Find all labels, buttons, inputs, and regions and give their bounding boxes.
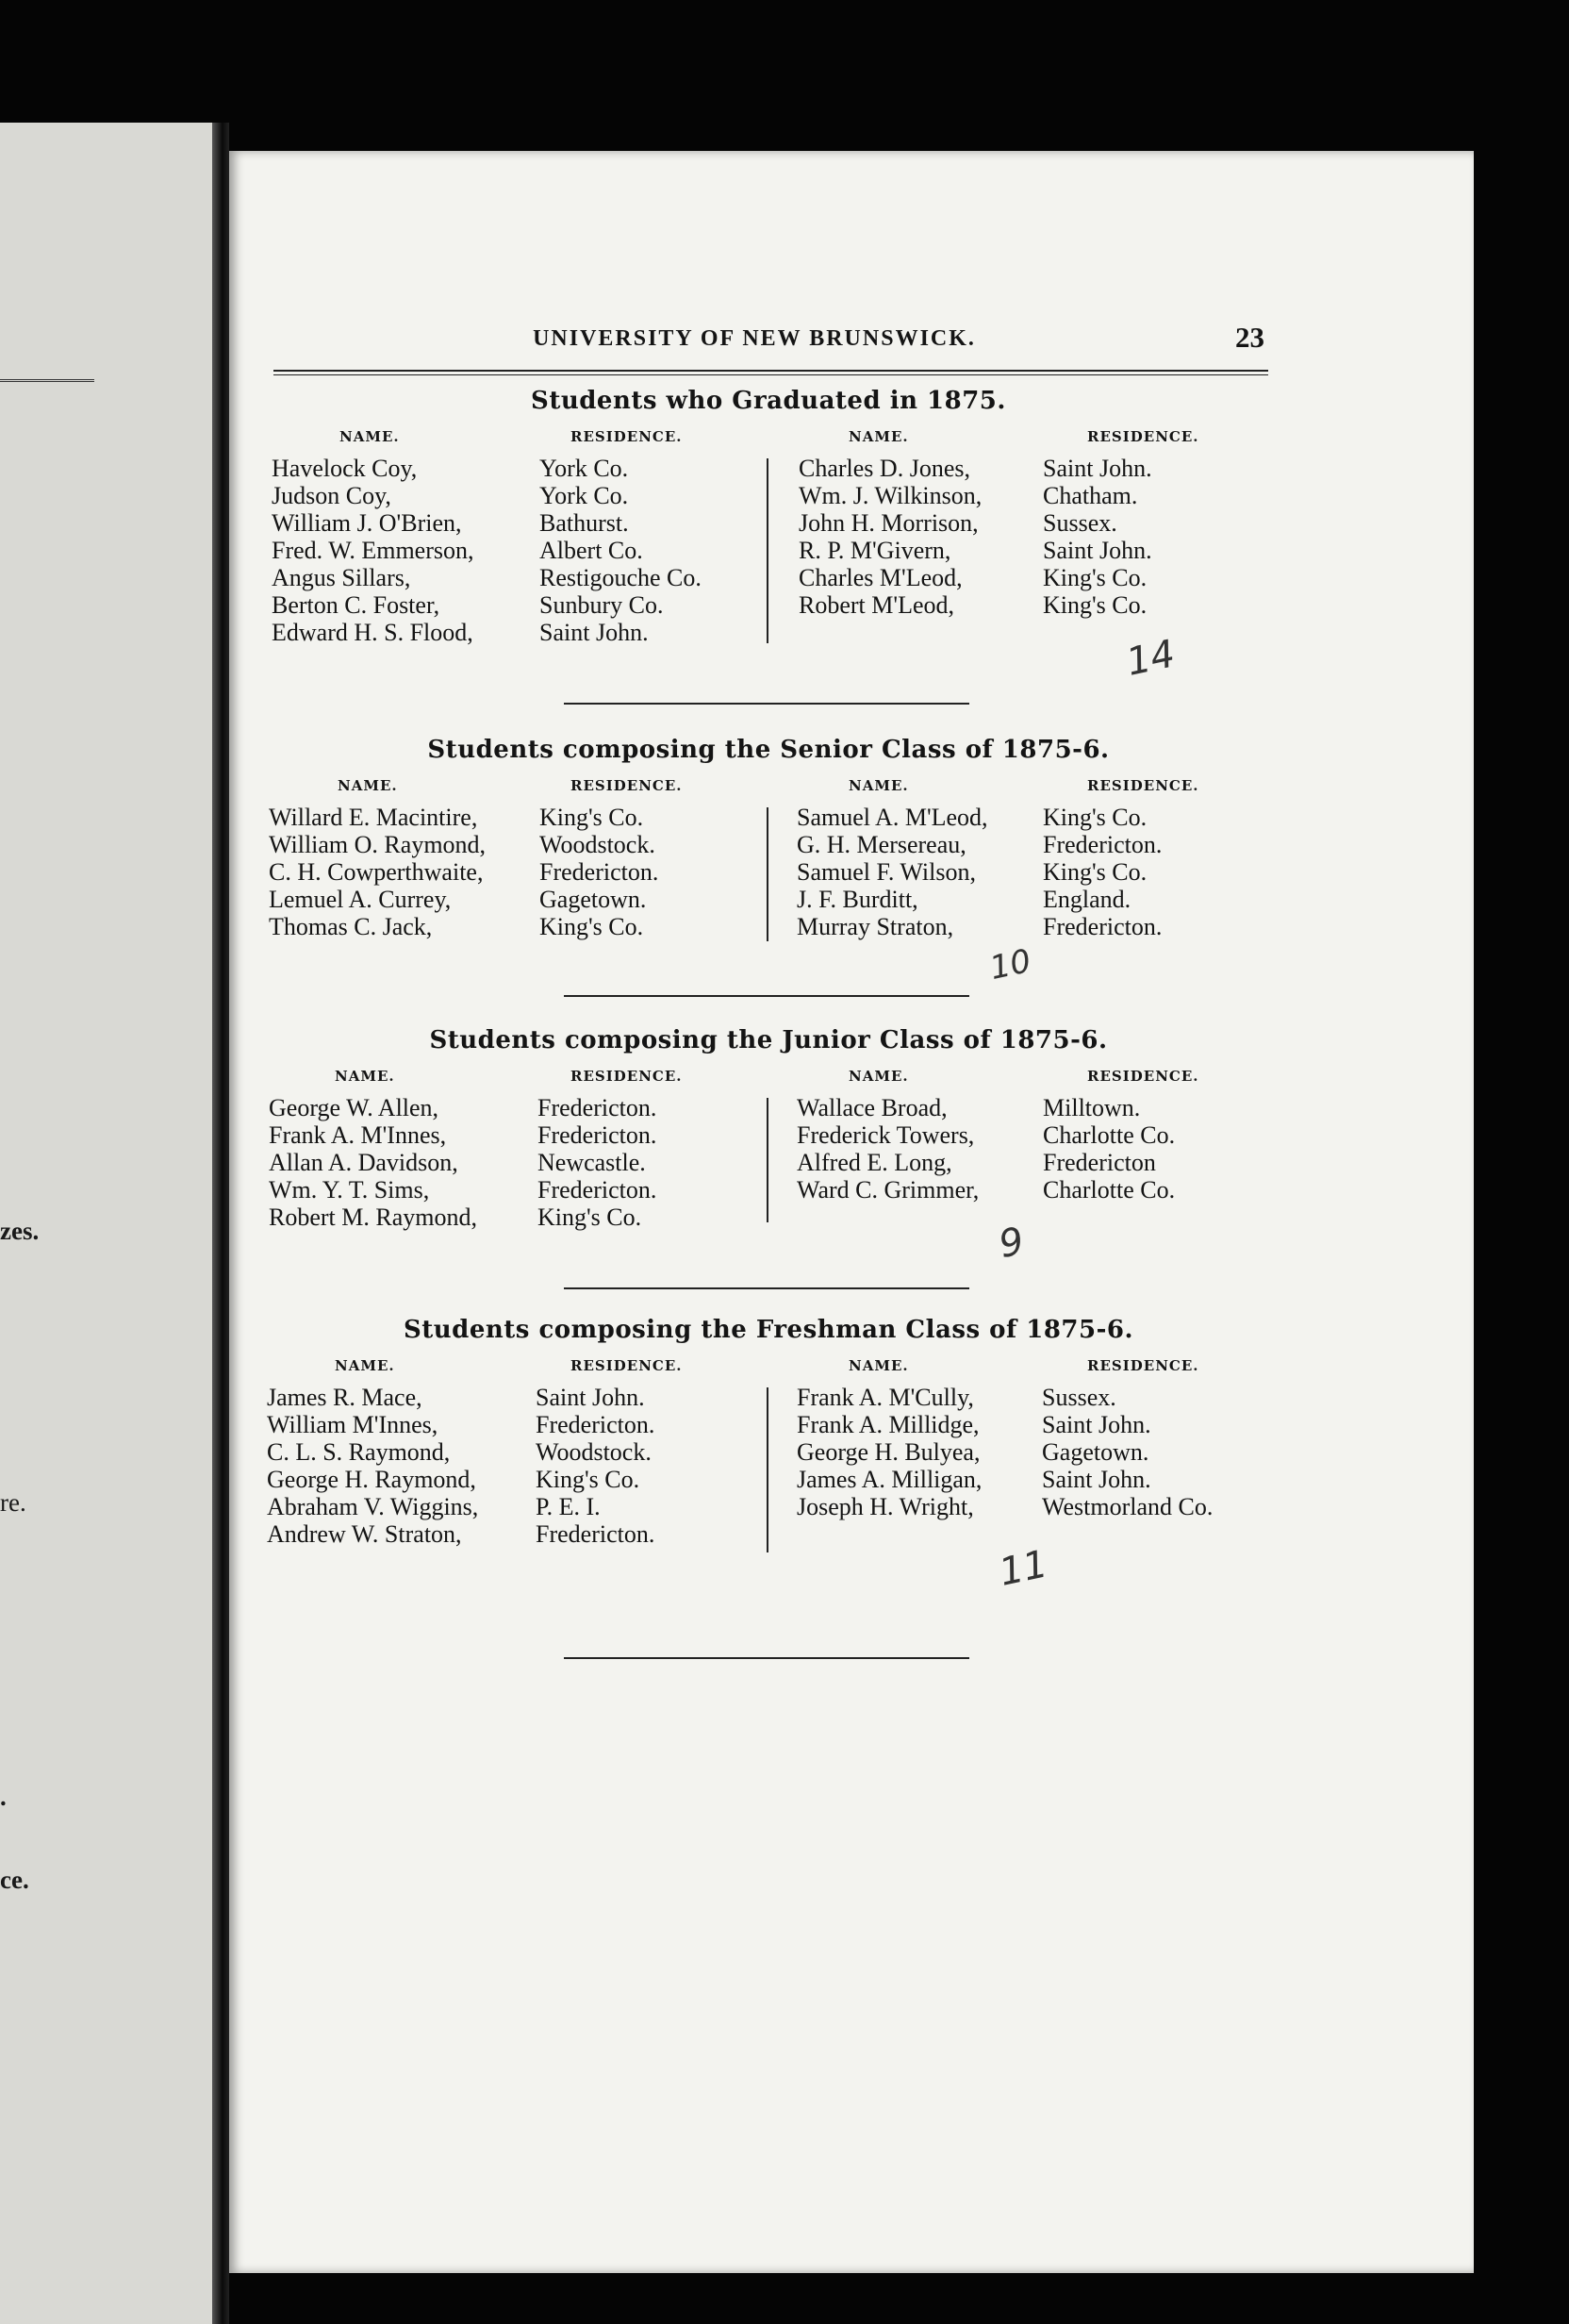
section-freshman-class [264,1316,1273,1548]
student-residence: Saint John. [1043,537,1152,564]
student-residence: King's Co. [539,913,644,940]
name-column-header: NAME. [849,1068,909,1085]
student-residence: Chatham. [1043,482,1138,509]
student-residence: King's Co. [1043,804,1148,831]
column-divider [767,458,768,643]
student-name: Robert M'Leod, [799,591,954,619]
student-name: James R. Mace, [267,1384,422,1411]
student-name: Robert M. Raymond, [269,1204,477,1231]
student-name: Charles M'Leod, [799,564,963,591]
pencil-count: 10 [986,941,1034,988]
student-name: Judson Coy, [272,482,391,509]
student-residence: Woodstock. [536,1438,652,1466]
student-name: Murray Straton, [797,913,954,940]
residence-column-header: RESIDENCE. [1087,1068,1199,1085]
student-name: Alfred E. Long, [797,1149,952,1176]
student-residence: Fredericton. [536,1520,655,1548]
facing-page-text: re. [0,1488,26,1517]
column-divider [767,1098,768,1222]
section-junior-class [264,1026,1273,1231]
student-name: Wm. J. Wilkinson, [799,482,983,509]
residence-column-header: RESIDENCE. [570,1357,683,1374]
student-residence: P. E. I. [536,1493,601,1520]
student-name: Abraham V. Wiggins, [267,1493,479,1520]
student-residence: King's Co. [539,804,644,831]
facing-page-text: ce. [0,1866,29,1894]
student-residence: England. [1043,886,1131,913]
student-residence: Albert Co. [539,537,643,564]
student-residence: Fredericton. [537,1094,657,1121]
student-residence: York Co. [539,482,629,509]
section-graduated-1875 [264,387,1273,646]
student-name: Edward H. S. Flood, [272,619,473,646]
student-name: Wallace Broad, [797,1094,948,1121]
student-residence: King's Co. [537,1204,642,1231]
student-name: C. L. S. Raymond, [267,1438,451,1466]
name-column-header: NAME. [849,428,909,445]
student-residence: Restigouche Co. [539,564,702,591]
student-residence: Charlotte Co. [1043,1121,1176,1149]
student-name: G. H. Mersereau, [797,831,966,858]
student-name: Thomas C. Jack, [269,913,433,940]
student-name: Wm. Y. T. Sims, [269,1176,430,1204]
student-name: Frank A. M'Cully, [797,1384,974,1411]
student-residence: Saint John. [1042,1411,1151,1438]
student-residence: Gagetown. [539,886,647,913]
student-name: Berton C. Foster, [272,591,440,619]
student-name: Andrew W. Straton, [267,1520,462,1548]
section-separator [564,1657,969,1659]
residence-column-header: RESIDENCE. [570,1068,683,1085]
header-rule [273,370,1268,375]
student-residence: Fredericton [1043,1149,1156,1176]
column-divider [767,807,768,941]
student-name: Charles D. Jones, [799,455,970,482]
facing-page-text: . [0,1783,7,1811]
student-name: R. P. M'Givern, [799,537,951,564]
student-residence: King's Co. [1043,591,1148,619]
facing-page-rule [0,379,94,382]
residence-column-header: RESIDENCE. [570,428,683,445]
residence-column-header: RESIDENCE. [570,777,683,794]
residence-column-header: RESIDENCE. [1087,777,1199,794]
section-title: Students composing the Senior Class of 1875-6. [427,736,1110,764]
student-name: Samuel F. Wilson, [797,858,976,886]
section-separator [564,703,969,705]
student-name: J. F. Burditt, [797,886,918,913]
pencil-count: 9 [995,1219,1028,1268]
facing-page-fragment [0,123,212,2324]
section-title: Students who Graduated in 1875. [531,387,1006,415]
student-residence: King's Co. [536,1466,640,1493]
student-residence: Sussex. [1043,509,1117,537]
section-separator [564,995,969,997]
student-residence: Charlotte Co. [1043,1176,1176,1204]
student-name: Havelock Coy, [272,455,418,482]
name-column-header: NAME. [339,428,400,445]
student-residence: Westmorland Co. [1042,1493,1214,1520]
section-title: Students composing the Junior Class of 1875-6. [429,1026,1108,1054]
student-name: William J. O'Brien, [272,509,462,537]
student-name: James A. Milligan, [797,1466,983,1493]
name-column-header: NAME. [335,1068,395,1085]
student-residence: Fredericton. [536,1411,655,1438]
student-name: Frank A. Millidge, [797,1411,980,1438]
name-column-header: NAME. [338,777,398,794]
name-column-header: NAME. [335,1357,395,1374]
student-name: William M'Innes, [267,1411,438,1438]
student-name: Joseph H. Wright, [797,1493,974,1520]
student-residence: Saint John. [1042,1466,1151,1493]
student-name: Frederick Towers, [797,1121,975,1149]
student-name: Samuel A. M'Leod, [797,804,988,831]
name-column-header: NAME. [849,777,909,794]
student-residence: Saint John. [1043,455,1152,482]
student-name: George H. Bulyea, [797,1438,981,1466]
page-number: 23 [1235,321,1264,354]
residence-column-header: RESIDENCE. [1087,1357,1199,1374]
student-name: William O. Raymond, [269,831,487,858]
student-residence: Fredericton. [537,1121,657,1149]
residence-column-header: RESIDENCE. [1087,428,1199,445]
section-senior-class [264,736,1273,940]
section-separator [564,1287,969,1289]
student-residence: Gagetown. [1042,1438,1149,1466]
student-name: C. H. Cowperthwaite, [269,858,484,886]
name-column-header: NAME. [849,1357,909,1374]
pencil-count: 11 [995,1542,1052,1595]
student-residence: York Co. [539,455,629,482]
pencil-count: 14 [1122,632,1180,685]
student-residence: Newcastle. [537,1149,646,1176]
facing-page-text: zes. [0,1217,40,1245]
student-name: Allan A. Davidson, [269,1149,458,1176]
running-title: UNIVERSITY OF NEW BRUNSWICK. [533,326,976,351]
student-residence: Bathurst. [539,509,629,537]
student-residence: Woodstock. [539,831,655,858]
student-name: Ward C. Grimmer, [797,1176,980,1204]
student-residence: King's Co. [1043,858,1148,886]
student-name: Frank A. M'Innes, [269,1121,447,1149]
student-residence: Sunbury Co. [539,591,664,619]
student-name: Willard E. Macintire, [269,804,478,831]
student-name: John H. Morrison, [799,509,979,537]
book-gutter [212,123,229,2324]
student-residence: Fredericton. [537,1176,657,1204]
student-name: Fred. W. Emmerson, [272,537,474,564]
student-residence: Sussex. [1042,1384,1116,1411]
student-residence: Saint John. [539,619,649,646]
student-name: Angus Sillars, [272,564,411,591]
student-residence: Fredericton. [1043,831,1163,858]
student-residence: Fredericton. [1043,913,1163,940]
section-title: Students composing the Freshman Class of 1875-6. [403,1316,1134,1344]
student-name: Lemuel A. Currey, [269,886,452,913]
student-residence: King's Co. [1043,564,1148,591]
student-residence: Milltown. [1043,1094,1141,1121]
student-name: George W. Allen, [269,1094,439,1121]
student-residence: Saint John. [536,1384,645,1411]
student-name: George H. Raymond, [267,1466,476,1493]
column-divider [767,1387,768,1552]
student-residence: Fredericton. [539,858,659,886]
